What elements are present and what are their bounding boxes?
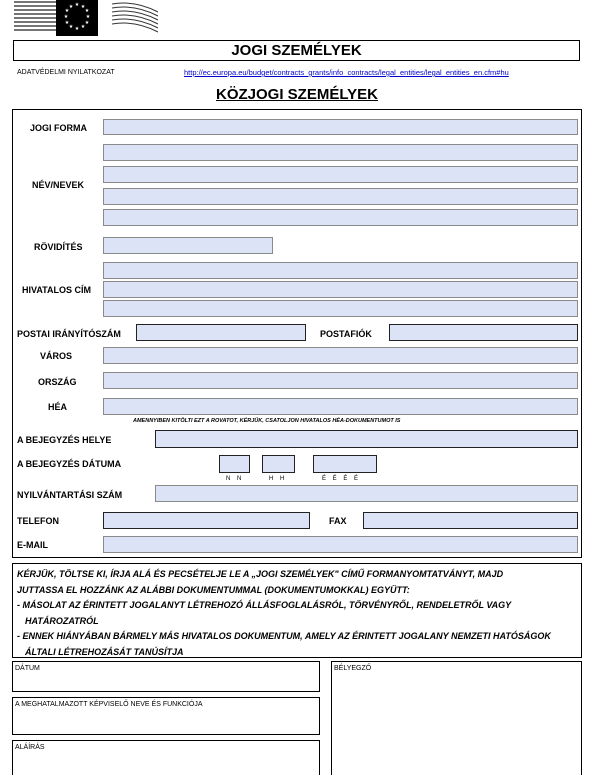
- registration-place-label: A BEJEGYZÉS HELYE: [17, 435, 112, 445]
- stamp-label: BÉLYEGZŐ: [334, 665, 372, 672]
- representative-box[interactable]: [12, 697, 320, 735]
- country-field[interactable]: [103, 372, 578, 389]
- country-label: ORSZÁG: [38, 377, 77, 387]
- registration-month-field[interactable]: [262, 455, 295, 473]
- svg-text:★: ★: [68, 24, 74, 30]
- address-field-2[interactable]: [103, 281, 578, 298]
- stamp-box[interactable]: [331, 661, 582, 775]
- svg-text:★: ★: [84, 8, 90, 14]
- registration-day-field[interactable]: [219, 455, 250, 473]
- official-address-label: HIVATALOS CÍM: [22, 285, 91, 295]
- date-year-hint: É É É É: [322, 476, 359, 482]
- vat-label: HÉA: [48, 402, 68, 412]
- fax-label: FAX: [329, 516, 347, 526]
- vat-note: AMENNYIBEN KITÖLTI EZT A ROVATOT, KÉRJÜK, CSATOLJON HIVATALOS HÉA-DOKUMENTUMOT IS: [133, 418, 401, 424]
- commission-logo: [14, 0, 56, 36]
- svg-text:★: ★: [64, 20, 70, 26]
- name-field-3[interactable]: [103, 188, 578, 205]
- postal-code-field[interactable]: [136, 324, 306, 341]
- svg-text:★: ★: [74, 2, 80, 8]
- email-label: E-MAIL: [17, 540, 48, 550]
- registration-date-label: A BEJEGYZÉS DÁTUMA: [17, 459, 122, 469]
- svg-text:★: ★: [63, 14, 69, 20]
- title-box: [13, 40, 580, 61]
- name-field-1[interactable]: [103, 144, 578, 161]
- postal-code-label: POSTAI IRÁNYÍTÓSZÁM: [17, 329, 121, 339]
- representative-label: A MEGHATALMAZOTT KÉPVISELŐ NEVE ÉS FUNKCIÓJA: [15, 701, 203, 708]
- abbreviation-label: RÖVIDÍTÉS: [34, 242, 83, 252]
- po-box-label: POSTAFIÓK: [320, 329, 372, 339]
- legal-form-field[interactable]: [103, 119, 578, 135]
- instruction-line-5: - ENNEK HIÁNYÁBAN BÁRMELY MÁS HIVATALOS DOKUMENTUM, AMELY AZ ÉRINTETT JOGALANY NEMZETI HATÓSÁGOK: [17, 631, 551, 641]
- address-field-3[interactable]: [103, 300, 578, 317]
- registration-place-field[interactable]: [155, 430, 578, 448]
- po-box-field[interactable]: [389, 324, 578, 341]
- decorative-stripes-icon: [112, 0, 158, 36]
- svg-text:★: ★: [85, 14, 91, 20]
- svg-text:★: ★: [80, 4, 86, 10]
- registration-year-field[interactable]: [313, 455, 377, 473]
- instruction-line-6: ÁLTALI LÉTREHOZÁSÁT TANÚSÍTJA: [25, 646, 184, 657]
- email-field[interactable]: [103, 536, 578, 553]
- eu-flag-icon: [56, 0, 98, 36]
- date-box[interactable]: [12, 661, 320, 692]
- instruction-line-4: HATÁROZATRÓL: [25, 615, 99, 626]
- svg-text:★: ★: [68, 4, 74, 10]
- instruction-line-1: KÉRJÜK, TÖLTSE KI, ÍRJA ALÁ ÉS PECSÉTELJE LE A „JOGI SZEMÉLYEK" CÍMŰ FORMANYOMTATVÁNYT, MAJD: [17, 569, 504, 579]
- instructions-box: [12, 563, 582, 658]
- date-month-hint: H H: [269, 476, 285, 482]
- registration-number-label: NYILVÁNTARTÁSI SZÁM: [17, 490, 123, 500]
- instruction-line-2: JUTTASSA EL HOZZÁNK AZ ALÁBBI DOKUMENTUMMAL (DOKUMENTUMOKKAL) EGYÜTT:: [17, 584, 410, 595]
- fax-field[interactable]: [363, 512, 578, 529]
- page-title: JOGI SZEMÉLYEK: [231, 42, 362, 59]
- privacy-link[interactable]: http://ec.europa.eu/budget/contracts_grants/info_contracts/legal_entities/legal_entities_en.cfm#hu: [184, 68, 509, 77]
- address-field-1[interactable]: [103, 262, 578, 279]
- svg-text:★: ★: [64, 8, 70, 14]
- instruction-line-3: - MÁSOLAT AZ ÉRINTETT JOGALANYT LÉTREHOZÓ ÁLLÁSFOGLALÁSRÓL, TÖRVÉNYRŐL, RENDELETRŐL VAGY: [17, 600, 512, 610]
- phone-field[interactable]: [103, 512, 310, 529]
- name-field-4[interactable]: [103, 209, 578, 226]
- page-subtitle: KÖZJOGI SZEMÉLYEK: [216, 86, 378, 103]
- phone-label: TELEFON: [17, 516, 59, 526]
- privacy-label: ADATVÉDELMI NYILATKOZAT: [17, 69, 115, 76]
- legal-form-label: JOGI FORMA: [30, 123, 88, 133]
- svg-text:★: ★: [84, 20, 90, 26]
- abbreviation-field[interactable]: [103, 237, 273, 254]
- names-label: NÉV/NEVEK: [32, 180, 85, 190]
- date-day-hint: N N: [226, 476, 242, 482]
- signature-box[interactable]: [12, 740, 320, 775]
- vat-field[interactable]: [103, 398, 578, 415]
- name-field-2[interactable]: [103, 166, 578, 183]
- svg-text:★: ★: [74, 26, 80, 32]
- signature-label: ALÁÍRÁS: [15, 744, 45, 751]
- city-label: VÁROS: [40, 351, 73, 361]
- date-label: DÁTUM: [15, 665, 40, 672]
- svg-text:★: ★: [80, 24, 86, 30]
- registration-number-field[interactable]: [155, 485, 578, 502]
- city-field[interactable]: [103, 347, 578, 364]
